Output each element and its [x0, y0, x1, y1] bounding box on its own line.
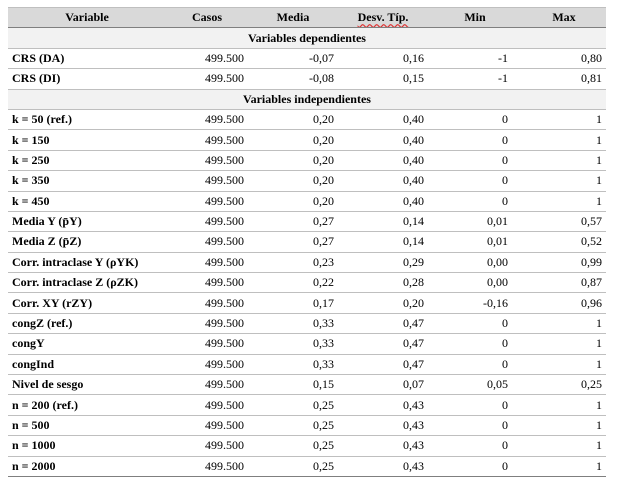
- table-row: [8, 191, 606, 211]
- header-media: Media: [248, 8, 338, 28]
- desv-tip-cell: 0,43: [338, 436, 428, 456]
- variable-cell: Corr. XY (rZY): [8, 293, 166, 313]
- max-cell: 1: [522, 456, 606, 476]
- max-cell: 0,96: [522, 293, 606, 313]
- media-cell: 0,20: [248, 150, 338, 170]
- media-cell: 0,20: [248, 109, 338, 129]
- casos-cell: 499.500: [166, 48, 248, 68]
- section-title: Variables independientes: [8, 89, 606, 109]
- header-desv-tip-label: Desv. Típ.: [357, 10, 409, 25]
- desv-tip-cell: 0,40: [338, 171, 428, 191]
- min-cell: 0: [428, 456, 522, 476]
- variable-cell: Media Z (p̄Z): [8, 232, 166, 252]
- table-row: [8, 48, 606, 68]
- variable-cell: Corr. intraclase Y (ρYK): [8, 252, 166, 272]
- header-variable: Variable: [8, 8, 166, 28]
- variable-cell: CRS (DI): [8, 69, 166, 89]
- table-row: [8, 293, 606, 313]
- variable-cell: n = 2000: [8, 456, 166, 476]
- variable-cell: k = 150: [8, 130, 166, 150]
- desv-tip-cell: 0,16: [338, 48, 428, 68]
- table-row: [8, 354, 606, 374]
- casos-cell: 499.500: [166, 456, 248, 476]
- table-row: [8, 232, 606, 252]
- desv-tip-cell: 0,15: [338, 69, 428, 89]
- casos-cell: 499.500: [166, 109, 248, 129]
- desv-tip-cell: 0,43: [338, 415, 428, 435]
- min-cell: 0: [428, 150, 522, 170]
- media-cell: 0,22: [248, 273, 338, 293]
- casos-cell: 499.500: [166, 395, 248, 415]
- header-casos: Casos: [166, 8, 248, 28]
- table-row: [8, 171, 606, 191]
- variable-cell: n = 200 (ref.): [8, 395, 166, 415]
- min-cell: 0: [428, 334, 522, 354]
- max-cell: 1: [522, 191, 606, 211]
- descriptive-stats-table: [8, 7, 606, 477]
- media-cell: 0,25: [248, 456, 338, 476]
- min-cell: 0: [428, 395, 522, 415]
- desv-tip-cell: 0,28: [338, 273, 428, 293]
- max-cell: 1: [522, 354, 606, 374]
- max-cell: 1: [522, 171, 606, 191]
- media-cell: 0,25: [248, 395, 338, 415]
- min-cell: 0: [428, 171, 522, 191]
- table-row: [8, 334, 606, 354]
- casos-cell: 499.500: [166, 252, 248, 272]
- casos-cell: 499.500: [166, 375, 248, 395]
- max-cell: 0,99: [522, 252, 606, 272]
- casos-cell: 499.500: [166, 69, 248, 89]
- table-row: [8, 415, 606, 435]
- variable-cell: Media Y (p̄Y): [8, 211, 166, 231]
- desv-tip-cell: 0,40: [338, 191, 428, 211]
- table-body: [8, 28, 606, 477]
- media-cell: 0,20: [248, 191, 338, 211]
- media-cell: 0,15: [248, 375, 338, 395]
- casos-cell: 499.500: [166, 415, 248, 435]
- header-max: Max: [522, 8, 606, 28]
- max-cell: 1: [522, 436, 606, 456]
- header-desv-tip: [338, 8, 428, 28]
- table-row: [8, 313, 606, 333]
- max-cell: 0,81: [522, 69, 606, 89]
- desv-tip-cell: 0,43: [338, 456, 428, 476]
- casos-cell: 499.500: [166, 171, 248, 191]
- table-row: [8, 211, 606, 231]
- media-cell: 0,33: [248, 354, 338, 374]
- min-cell: 0: [428, 436, 522, 456]
- max-cell: 1: [522, 395, 606, 415]
- section-title: Variables dependientes: [8, 28, 606, 48]
- header-min: Min: [428, 8, 522, 28]
- desv-tip-cell: 0,47: [338, 354, 428, 374]
- max-cell: 0,80: [522, 48, 606, 68]
- min-cell: 0,05: [428, 375, 522, 395]
- casos-cell: 499.500: [166, 313, 248, 333]
- table-row: [8, 130, 606, 150]
- variable-cell: n = 500: [8, 415, 166, 435]
- media-cell: 0,25: [248, 436, 338, 456]
- desv-tip-cell: 0,40: [338, 130, 428, 150]
- min-cell: 0: [428, 130, 522, 150]
- table-row: [8, 150, 606, 170]
- media-cell: 0,27: [248, 211, 338, 231]
- table-row: [8, 375, 606, 395]
- variable-cell: k = 450: [8, 191, 166, 211]
- variable-cell: congY: [8, 334, 166, 354]
- desv-tip-cell: 0,20: [338, 293, 428, 313]
- media-cell: -0,08: [248, 69, 338, 89]
- variable-cell: Corr. intraclase Z (ρZK): [8, 273, 166, 293]
- variable-cell: CRS (DA): [8, 48, 166, 68]
- min-cell: 0: [428, 191, 522, 211]
- max-cell: 1: [522, 334, 606, 354]
- min-cell: -0,16: [428, 293, 522, 313]
- section-header-row: [8, 28, 606, 48]
- variable-cell: k = 250: [8, 150, 166, 170]
- casos-cell: 499.500: [166, 293, 248, 313]
- table-row: [8, 252, 606, 272]
- min-cell: 0,01: [428, 211, 522, 231]
- table-row: [8, 69, 606, 89]
- desv-tip-cell: 0,43: [338, 395, 428, 415]
- max-cell: 1: [522, 415, 606, 435]
- desv-tip-cell: 0,47: [338, 313, 428, 333]
- section-header-row: [8, 89, 606, 109]
- casos-cell: 499.500: [166, 436, 248, 456]
- min-cell: 0: [428, 354, 522, 374]
- casos-cell: 499.500: [166, 273, 248, 293]
- desv-tip-cell: 0,40: [338, 109, 428, 129]
- casos-cell: 499.500: [166, 334, 248, 354]
- casos-cell: 499.500: [166, 232, 248, 252]
- desv-tip-cell: 0,40: [338, 150, 428, 170]
- min-cell: 0: [428, 109, 522, 129]
- media-cell: 0,33: [248, 313, 338, 333]
- table-row: [8, 395, 606, 415]
- table-row: [8, 273, 606, 293]
- table-row: [8, 436, 606, 456]
- table-row: [8, 109, 606, 129]
- variable-cell: k = 350: [8, 171, 166, 191]
- desv-tip-cell: 0,47: [338, 334, 428, 354]
- header-row: [8, 8, 606, 28]
- max-cell: 0,25: [522, 375, 606, 395]
- casos-cell: 499.500: [166, 191, 248, 211]
- desv-tip-cell: 0,29: [338, 252, 428, 272]
- min-cell: 0,01: [428, 232, 522, 252]
- max-cell: 0,87: [522, 273, 606, 293]
- media-cell: 0,33: [248, 334, 338, 354]
- min-cell: 0,00: [428, 273, 522, 293]
- desv-tip-cell: 0,14: [338, 211, 428, 231]
- max-cell: 1: [522, 313, 606, 333]
- max-cell: 0,57: [522, 211, 606, 231]
- media-cell: 0,27: [248, 232, 338, 252]
- variable-cell: n = 1000: [8, 436, 166, 456]
- table-row: [8, 456, 606, 476]
- max-cell: 1: [522, 130, 606, 150]
- media-cell: 0,23: [248, 252, 338, 272]
- max-cell: 1: [522, 109, 606, 129]
- variable-cell: Nivel de sesgo: [8, 375, 166, 395]
- media-cell: 0,20: [248, 171, 338, 191]
- media-cell: 0,25: [248, 415, 338, 435]
- min-cell: -1: [428, 48, 522, 68]
- variable-cell: k = 50 (ref.): [8, 109, 166, 129]
- media-cell: 0,17: [248, 293, 338, 313]
- min-cell: 0,00: [428, 252, 522, 272]
- casos-cell: 499.500: [166, 150, 248, 170]
- casos-cell: 499.500: [166, 211, 248, 231]
- min-cell: 0: [428, 313, 522, 333]
- casos-cell: 499.500: [166, 354, 248, 374]
- variable-cell: congInd: [8, 354, 166, 374]
- desv-tip-cell: 0,14: [338, 232, 428, 252]
- max-cell: 0,52: [522, 232, 606, 252]
- descriptive-stats-table-container: [8, 7, 606, 477]
- media-cell: 0,20: [248, 130, 338, 150]
- min-cell: 0: [428, 415, 522, 435]
- max-cell: 1: [522, 150, 606, 170]
- min-cell: -1: [428, 69, 522, 89]
- variable-cell: congZ (ref.): [8, 313, 166, 333]
- media-cell: -0,07: [248, 48, 338, 68]
- casos-cell: 499.500: [166, 130, 248, 150]
- desv-tip-cell: 0,07: [338, 375, 428, 395]
